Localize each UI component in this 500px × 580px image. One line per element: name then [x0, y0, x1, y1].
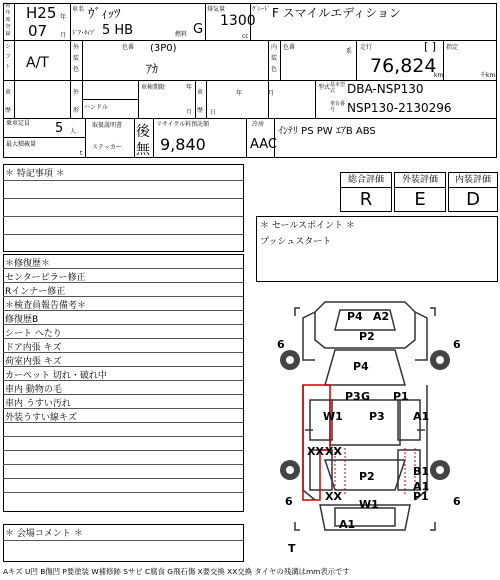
label-a2: A2	[373, 310, 390, 323]
rear-label: 後	[136, 124, 150, 140]
label-xx-rear: XX	[325, 490, 342, 503]
year-value: H25	[26, 4, 57, 22]
damage-legend: Aキズ U凹 B傷凹 P要塗装 W補修跡 Sサビ C腐食 G飛石傷 X要交換 XX交換 タイヤの残溝はmm表示です	[3, 567, 350, 576]
label-xx-left-2: XX	[325, 445, 342, 458]
interior-color-label: 内装色	[270, 44, 277, 73]
overall-grade-label: 総合評価	[341, 173, 391, 188]
inspection-day-unit: 日	[210, 109, 217, 116]
equipment-value: ｲﾝﾃﾘ PS PW ｴｱB ABS	[278, 126, 376, 137]
label-tire-fl: 6	[277, 338, 285, 351]
history-label: 車歴	[4, 89, 11, 114]
interior-grade-label: 内装評価	[449, 173, 497, 188]
capacity-unit: 人	[70, 128, 77, 135]
month-unit: 月	[60, 32, 67, 39]
car-damage-diagram	[255, 290, 495, 555]
overall-grade-box	[340, 172, 392, 212]
label-tire-rr: 6	[453, 495, 461, 508]
selling-point-title: ＊ セールスポイント ＊	[260, 221, 355, 231]
inspector-line-6: 車内 動物の毛	[5, 385, 62, 395]
mileage-value: 76,824	[370, 55, 437, 77]
grade-label: ｸﾞﾚｰﾄﾞ	[252, 6, 271, 13]
label-tire-fr: 6	[453, 338, 461, 351]
inspector-line-3: ドア内張 キズ	[5, 343, 62, 353]
displacement-label: 排気量	[207, 6, 226, 13]
label-b1: B1	[413, 465, 430, 478]
inspection-label: 車検期限	[141, 84, 166, 91]
maxload-label: 最大積載量	[6, 141, 37, 148]
history-label-2: 車歴	[196, 89, 203, 114]
history-year-unit: 年	[236, 90, 243, 97]
label-w1-left: W1	[323, 410, 343, 423]
shape-label: 外形	[72, 89, 79, 114]
inspector-notes-title: ＊検査員報告備考＊	[5, 301, 87, 311]
carname-label: 車名	[72, 6, 85, 13]
handle-label: ハンドル	[84, 104, 109, 111]
label-xx-left-1: XX	[307, 445, 324, 458]
year-unit: 年	[60, 14, 67, 21]
recycle-label: リサイクル料預託額	[156, 121, 210, 128]
ac-value: AAC	[250, 137, 277, 152]
selling-point-text: プッシュスタート	[260, 237, 332, 247]
grade-value: F スマイルエディション	[272, 6, 402, 20]
label-w1-rear: W1	[359, 498, 379, 511]
label-g: G	[361, 390, 371, 403]
label-p2-front: P2	[359, 330, 375, 343]
recycle-value: 9,840	[160, 135, 206, 154]
inspector-line-8: 外装うすい線キズ	[5, 413, 77, 423]
base-model-label: 基本型式	[330, 82, 346, 94]
label-a1-right-rear: A1	[413, 480, 430, 493]
sticker-label: ステッカー	[92, 144, 122, 151]
interior-color-number-label: 色番	[283, 44, 296, 51]
label-a1-right-door: A1	[413, 410, 430, 423]
label-p4-front: P4	[347, 310, 363, 323]
label-t: T	[288, 542, 296, 555]
label-p4-windshield: P4	[353, 360, 369, 373]
label-a1-rear: A1	[339, 518, 356, 531]
label-p1-right: P1	[393, 390, 409, 403]
month-value: 07	[28, 22, 48, 40]
inspection-year-unit: 年	[186, 84, 193, 91]
inspector-line-1: 修復歴B	[5, 315, 39, 325]
capacity-value: 5	[55, 121, 64, 136]
kei-label: 系	[346, 48, 353, 55]
inspector-line-7: 車内 うすい汚れ	[5, 399, 71, 409]
none-label: 無	[136, 142, 150, 158]
interior-grade-box	[448, 172, 498, 212]
mileage-bracket: [ ]	[424, 40, 437, 53]
first-registration-label: 初年度登録	[5, 3, 11, 37]
doortype-label: ﾄﾞｱ･ﾀｲﾌﾟ	[72, 30, 97, 37]
label-p3-left: P3	[345, 390, 361, 403]
thousand-km-unit: 千km	[480, 72, 496, 79]
doortype-value: 5 HB	[102, 23, 134, 38]
inspector-line-2: シート へたり	[5, 329, 62, 339]
special-notes-title: ＊ 特記事項 ＊	[5, 169, 65, 179]
color-number-label: 色番	[122, 44, 135, 51]
venue-comment-title: ＊ 会場コメント ＊	[5, 529, 83, 539]
shift-value: A/T	[26, 55, 49, 71]
exterior-grade-value: E	[414, 189, 426, 210]
inspection-month-unit: 月	[186, 109, 193, 116]
km-unit: km	[434, 72, 444, 79]
chassis-label: 車台番号	[330, 101, 346, 113]
exterior-grade-box	[394, 172, 446, 212]
exterior-grade-label: 外装評価	[395, 173, 445, 188]
shitei-label: 指定	[446, 44, 459, 51]
chassis-value: NSP130-2130296	[347, 101, 452, 115]
maxload-unit: t	[80, 150, 83, 157]
label-p3-roof: P3	[369, 410, 385, 423]
displacement-value: 1300	[220, 13, 256, 29]
repair-history-title: ＊修復歴＊	[5, 259, 51, 269]
repair-line-1: センターピラー修正	[5, 273, 86, 283]
ac-label: 冷房	[252, 121, 265, 128]
inspector-line-5: カーペット 切れ・破れ中	[5, 371, 107, 381]
shift-label: シフト	[5, 44, 11, 70]
label-tire-rl: 6	[285, 495, 293, 508]
model-value: DBA-NSP130	[347, 82, 424, 96]
carname-value: ｳﾞｨｯﾂ	[88, 7, 121, 22]
fuel-label: 燃料	[175, 31, 188, 38]
color-code-value: (3P0)	[150, 43, 177, 54]
mileage-label: 走行	[360, 44, 373, 51]
color-value: ｱｶ	[146, 62, 159, 76]
label-p1-rear: P1	[413, 490, 429, 503]
repair-line-2: Rインナー修正	[5, 287, 66, 297]
interior-grade-value: D	[466, 189, 480, 210]
capacity-label: 乗車定員	[6, 120, 31, 127]
manual-label: 取扱説明書	[92, 122, 123, 129]
label-p2-rear: P2	[359, 470, 375, 483]
inspector-line-4: 荷室内張 キズ	[5, 357, 62, 367]
history-month-unit: 月	[268, 90, 275, 97]
cc-unit: cc	[242, 33, 249, 40]
exterior-color-label: 外装色	[72, 44, 79, 73]
overall-grade-value: R	[359, 189, 373, 210]
fuel-value: G	[193, 22, 204, 37]
model-label: 型式	[318, 84, 331, 91]
